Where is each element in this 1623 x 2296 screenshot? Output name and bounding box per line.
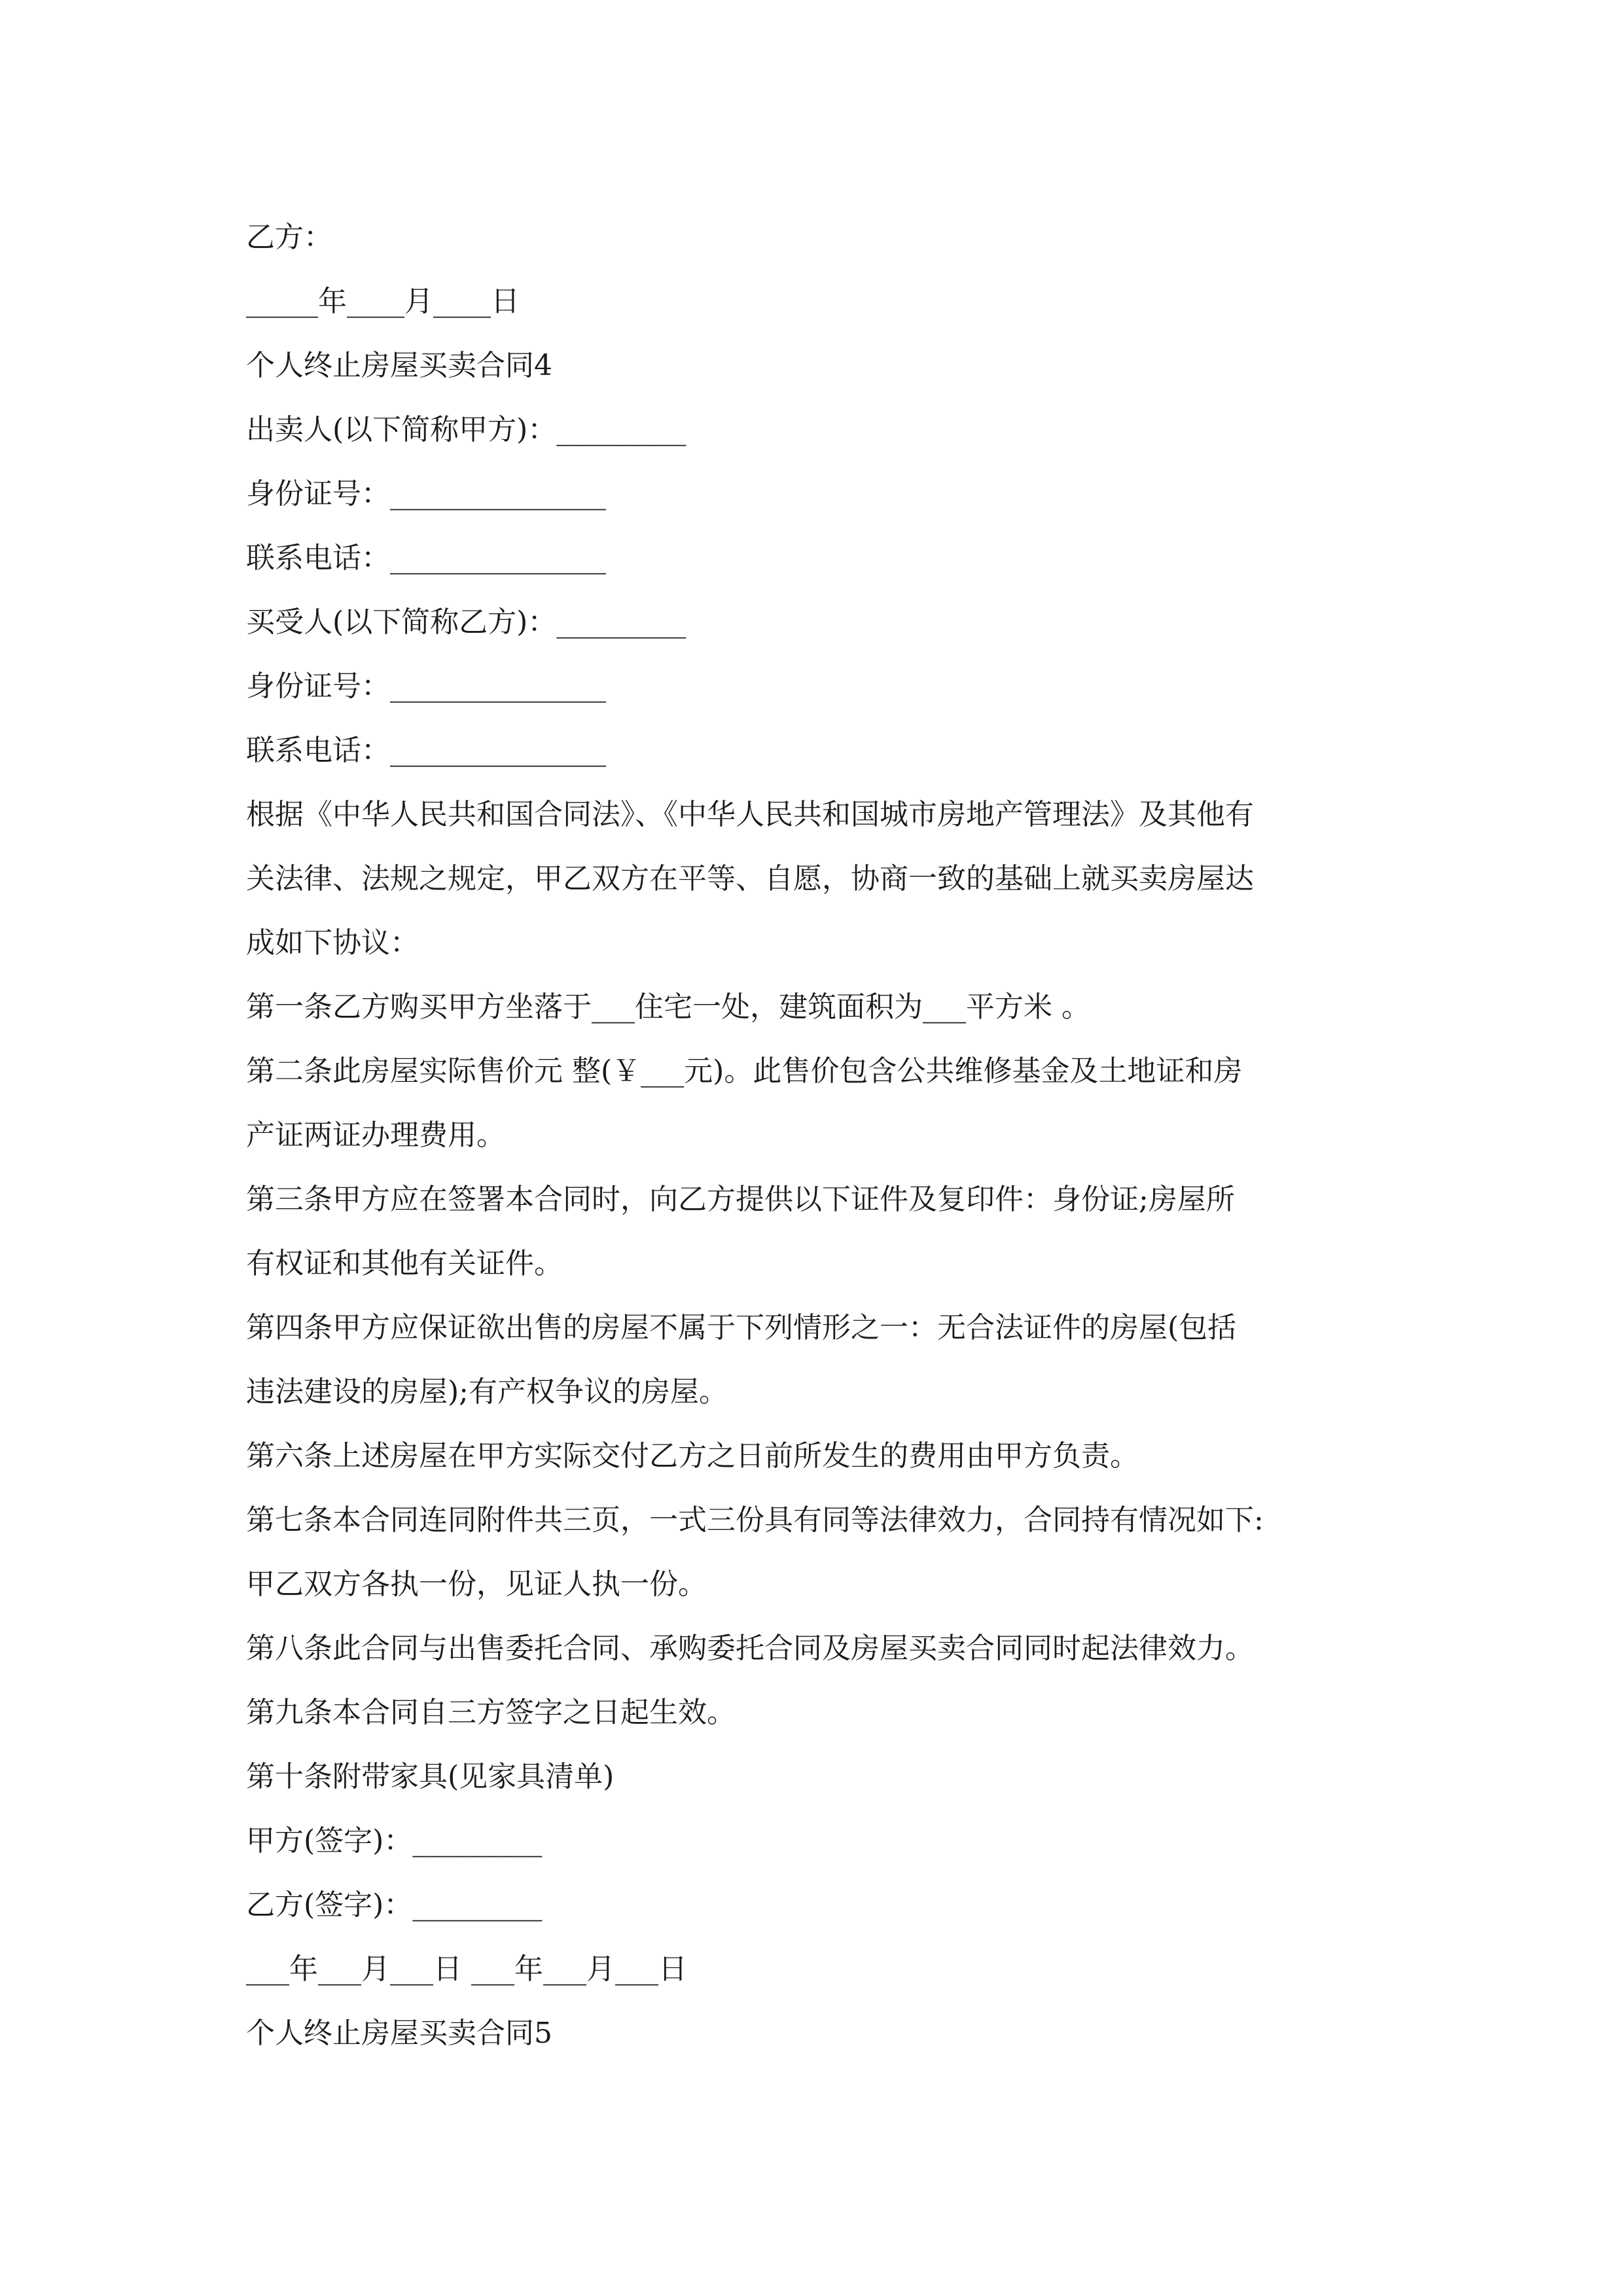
seller-field: 出卖人(以下简称甲方)：_________ [246,413,687,446]
article-2-line-1: 第二条此房屋实际售价元 整(￥___元)。此售价包含公共维修基金及土地证和房 [246,1054,1243,1088]
article-3-line-1: 第三条甲方应在签署本合同时，向乙方提供以下证件及复印件：身份证;房屋所 [246,1183,1235,1216]
contract-title-5: 个人终止房屋买卖合同5 [246,2017,552,2050]
seller-id-field: 身份证号：_______________ [246,477,606,511]
article-4-line-1: 第四条甲方应保证欲出售的房屋不属于下列情形之一：无合法证件的房屋(包括 [246,1311,1237,1344]
preamble-line-3: 成如下协议： [246,926,419,960]
article-4-line-2: 违法建设的房屋);有产权争议的房屋。 [246,1375,728,1408]
buyer-id-field: 身份证号：_______________ [246,670,606,703]
article-8: 第八条此合同与出售委托合同、承购委托合同及房屋买卖合同同时起法律效力。 [246,1632,1254,1665]
party-a-signature: 甲方(签字)：_________ [246,1824,543,1857]
preamble-line-1: 根据《中华人民共和国合同法》、《中华人民共和国城市房地产管理法》及其他有 [246,798,1254,831]
article-7-line-2: 甲乙双方各执一份，见证人执一份。 [246,1568,707,1601]
article-3-line-2: 有权证和其他有关证件。 [246,1247,563,1280]
article-1: 第一条乙方购买甲方坐落于___住宅一处，建筑面积为___平方米 。 [246,990,1090,1024]
article-10: 第十条附带家具(见家具清单) [246,1760,615,1793]
article-2-line-2: 产证两证办理费用。 [246,1119,505,1152]
signature-dates: ___年___月___日 ___年___月___日 [246,1952,687,1986]
buyer-field: 买受人(以下简称乙方)：_________ [246,605,687,639]
date-line: _____年____月____日 [246,285,520,318]
article-6: 第六条上述房屋在甲方实际交付乙方之日前所发生的费用由甲方负责。 [246,1439,1139,1473]
contract-title-4: 个人终止房屋买卖合同4 [246,349,552,382]
document-body [246,206,1398,2066]
preamble-line-2: 关法律、法规之规定，甲乙双方在平等、自愿，协商一致的基础上就买卖房屋达 [246,862,1254,895]
buyer-phone-field: 联系电话：_______________ [246,734,606,767]
article-7-line-1: 第七条本合同连同附件共三页，一式三份具有同等法律效力，合同持有情况如下: [246,1503,1264,1537]
seller-phone-field: 联系电话：_______________ [246,541,606,575]
article-9: 第九条本合同自三方签字之日起生效。 [246,1696,736,1729]
party-b-signature: 乙方(签字)：_________ [246,1888,543,1922]
party-b-label: 乙方： [246,221,332,254]
